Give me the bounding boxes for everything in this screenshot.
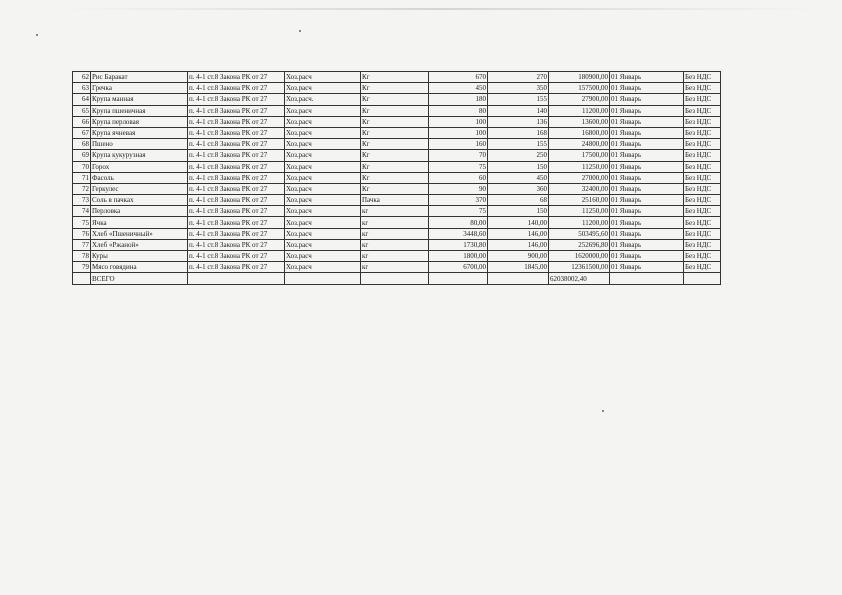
funding-type: Хоз.расч xyxy=(285,195,361,206)
table-row xyxy=(73,105,721,116)
amount: 25160,00 xyxy=(549,195,610,206)
row-number: 68 xyxy=(73,139,91,150)
item-name: Горох xyxy=(91,161,188,172)
amount: 17500,00 xyxy=(549,150,610,161)
row-number: 65 xyxy=(73,105,91,116)
vat-status: Без НДС xyxy=(684,239,721,250)
legal-basis: п. 4-1 ст.8 Закона РК от 27 xyxy=(188,172,285,183)
quantity: 90 xyxy=(429,183,488,194)
unit: Кг xyxy=(361,94,429,105)
unit-price: 68 xyxy=(488,195,549,206)
vat-status: Без НДС xyxy=(684,195,721,206)
amount: 252696,80 xyxy=(549,239,610,250)
total-cell-blank xyxy=(285,273,361,285)
month: 01 Январь xyxy=(610,172,684,183)
legal-basis: п. 4-1 ст.8 Закона РК от 27 xyxy=(188,239,285,250)
total-cell-blank xyxy=(488,273,549,285)
month: 01 Январь xyxy=(610,206,684,217)
table-row xyxy=(73,83,721,94)
item-name: Крупа манная xyxy=(91,94,188,105)
funding-type: Хоз.расч xyxy=(285,139,361,150)
quantity: 60 xyxy=(429,172,488,183)
funding-type: Хоз.расч xyxy=(285,228,361,239)
quantity: 160 xyxy=(429,139,488,150)
legal-basis: п. 4-1 ст.8 Закона РК от 27 xyxy=(188,262,285,273)
legal-basis: п. 4-1 ст.8 Закона РК от 27 xyxy=(188,83,285,94)
row-number: 67 xyxy=(73,127,91,138)
total-cell-blank xyxy=(188,273,285,285)
amount: 27000,00 xyxy=(549,172,610,183)
quantity: 75 xyxy=(429,161,488,172)
vat-status: Без НДС xyxy=(684,83,721,94)
month: 01 Январь xyxy=(610,195,684,206)
unit: кг xyxy=(361,228,429,239)
vat-status: Без НДС xyxy=(684,105,721,116)
table-row xyxy=(73,94,721,105)
legal-basis: п. 4-1 ст.8 Закона РК от 27 xyxy=(188,105,285,116)
vat-status: Без НДС xyxy=(684,94,721,105)
item-name: Перловка xyxy=(91,206,188,217)
scan-speck xyxy=(602,410,604,412)
total-cell-blank xyxy=(361,273,429,285)
legal-basis: п. 4-1 ст.8 Закона РК от 27 xyxy=(188,127,285,138)
row-number: 62 xyxy=(73,72,91,83)
row-number: 74 xyxy=(73,206,91,217)
scan-speck xyxy=(299,30,301,32)
amount: 11250,00 xyxy=(549,161,610,172)
vat-status: Без НДС xyxy=(684,251,721,262)
amount: 13600,00 xyxy=(549,116,610,127)
quantity: 100 xyxy=(429,127,488,138)
unit: Кг xyxy=(361,139,429,150)
unit-price: 146,00 xyxy=(488,228,549,239)
item-name: Геркулес xyxy=(91,183,188,194)
unit: Кг xyxy=(361,105,429,116)
row-number: 63 xyxy=(73,83,91,94)
unit-price: 450 xyxy=(488,172,549,183)
funding-type: Хоз.расч xyxy=(285,150,361,161)
table-row xyxy=(73,127,721,138)
quantity: 75 xyxy=(429,206,488,217)
total-row xyxy=(73,273,721,285)
table-row xyxy=(73,195,721,206)
unit-price: 140,00 xyxy=(488,217,549,228)
total-cell-blank xyxy=(429,273,488,285)
item-name: Крупа пшеничная xyxy=(91,105,188,116)
unit: Пачка xyxy=(361,195,429,206)
quantity: 70 xyxy=(429,150,488,161)
month: 01 Январь xyxy=(610,116,684,127)
legal-basis: п. 4-1 ст.8 Закона РК от 27 xyxy=(188,161,285,172)
procurement-table xyxy=(72,71,721,285)
unit-price: 155 xyxy=(488,94,549,105)
funding-type: Хоз.расч xyxy=(285,116,361,127)
quantity: 80 xyxy=(429,105,488,116)
legal-basis: п. 4-1 ст.8 Закона РК от 27 xyxy=(188,94,285,105)
amount: 16800,00 xyxy=(549,127,610,138)
table-row xyxy=(73,183,721,194)
quantity: 450 xyxy=(429,83,488,94)
total-cell-blank xyxy=(73,273,91,285)
row-number: 70 xyxy=(73,161,91,172)
table-row xyxy=(73,206,721,217)
unit-price: 136 xyxy=(488,116,549,127)
vat-status: Без НДС xyxy=(684,206,721,217)
unit: кг xyxy=(361,251,429,262)
row-number: 72 xyxy=(73,183,91,194)
table-row xyxy=(73,239,721,250)
row-number: 75 xyxy=(73,217,91,228)
unit: Кг xyxy=(361,72,429,83)
amount: 12361500,00 xyxy=(549,262,610,273)
scan-shadow xyxy=(60,8,820,10)
vat-status: Без НДС xyxy=(684,116,721,127)
unit-price: 146,00 xyxy=(488,239,549,250)
funding-type: Хоз.расч xyxy=(285,72,361,83)
amount: 27900,00 xyxy=(549,94,610,105)
month: 01 Январь xyxy=(610,228,684,239)
unit-price: 168 xyxy=(488,127,549,138)
legal-basis: п. 4-1 ст.8 Закона РК от 27 xyxy=(188,139,285,150)
amount: 157500,00 xyxy=(549,83,610,94)
item-name: Крупа перловая xyxy=(91,116,188,127)
funding-type: Хоз.расч xyxy=(285,239,361,250)
funding-type: Хоз.расч xyxy=(285,251,361,262)
table-row xyxy=(73,72,721,83)
quantity: 670 xyxy=(429,72,488,83)
unit: кг xyxy=(361,239,429,250)
month: 01 Январь xyxy=(610,105,684,116)
row-number: 73 xyxy=(73,195,91,206)
item-name: Соль в пачках xyxy=(91,195,188,206)
legal-basis: п. 4-1 ст.8 Закона РК от 27 xyxy=(188,217,285,228)
item-name: Крупа кукурузная xyxy=(91,150,188,161)
funding-type: Хоз.расч xyxy=(285,172,361,183)
scan-speck xyxy=(36,34,38,36)
legal-basis: п. 4-1 ст.8 Закона РК от 27 xyxy=(188,251,285,262)
total-sum: 62038002,40 xyxy=(549,273,610,285)
table-row xyxy=(73,150,721,161)
total-cell-blank xyxy=(684,273,721,285)
vat-status: Без НДС xyxy=(684,161,721,172)
funding-type: Хоз.расч xyxy=(285,262,361,273)
unit-price: 150 xyxy=(488,206,549,217)
unit-price: 900,00 xyxy=(488,251,549,262)
month: 01 Январь xyxy=(610,94,684,105)
row-number: 69 xyxy=(73,150,91,161)
table-row xyxy=(73,217,721,228)
amount: 11250,00 xyxy=(549,206,610,217)
month: 01 Январь xyxy=(610,161,684,172)
item-name: Хлеб «Пшеничный» xyxy=(91,228,188,239)
legal-basis: п. 4-1 ст.8 Закона РК от 27 xyxy=(188,195,285,206)
table-row xyxy=(73,172,721,183)
vat-status: Без НДС xyxy=(684,127,721,138)
month: 01 Январь xyxy=(610,139,684,150)
unit: Кг xyxy=(361,83,429,94)
funding-type: Хоз.расч xyxy=(285,183,361,194)
row-number: 64 xyxy=(73,94,91,105)
item-name: Мясо говядина xyxy=(91,262,188,273)
amount: 11200,00 xyxy=(549,105,610,116)
vat-status: Без НДС xyxy=(684,150,721,161)
vat-status: Без НДС xyxy=(684,262,721,273)
unit: Кг xyxy=(361,127,429,138)
legal-basis: п. 4-1 ст.8 Закона РК от 27 xyxy=(188,228,285,239)
vat-status: Без НДС xyxy=(684,228,721,239)
unit-price: 150 xyxy=(488,161,549,172)
table-row xyxy=(73,228,721,239)
unit: кг xyxy=(361,206,429,217)
quantity: 1730,80 xyxy=(429,239,488,250)
item-name: Фасоль xyxy=(91,172,188,183)
item-name: Пшено xyxy=(91,139,188,150)
month: 01 Январь xyxy=(610,239,684,250)
unit: Кг xyxy=(361,161,429,172)
row-number: 79 xyxy=(73,262,91,273)
vat-status: Без НДС xyxy=(684,172,721,183)
month: 01 Январь xyxy=(610,217,684,228)
month: 01 Январь xyxy=(610,150,684,161)
total-cell-blank xyxy=(610,273,684,285)
amount: 11200,00 xyxy=(549,217,610,228)
unit: кг xyxy=(361,217,429,228)
unit: Кг xyxy=(361,150,429,161)
item-name: Куры xyxy=(91,251,188,262)
unit-price: 1845,00 xyxy=(488,262,549,273)
amount: 503495,60 xyxy=(549,228,610,239)
quantity: 6700,00 xyxy=(429,262,488,273)
item-name: Гречка xyxy=(91,83,188,94)
unit-price: 270 xyxy=(488,72,549,83)
quantity: 180 xyxy=(429,94,488,105)
legal-basis: п. 4-1 ст.8 Закона РК от 27 xyxy=(188,72,285,83)
item-name: Ячка xyxy=(91,217,188,228)
funding-type: Хоз.расч xyxy=(285,105,361,116)
item-name: Рис Баракат xyxy=(91,72,188,83)
unit-price: 140 xyxy=(488,105,549,116)
unit-price: 155 xyxy=(488,139,549,150)
unit-price: 250 xyxy=(488,150,549,161)
quantity: 3448,60 xyxy=(429,228,488,239)
item-name: Хлеб «Ржаной» xyxy=(91,239,188,250)
month: 01 Январь xyxy=(610,251,684,262)
unit: Кг xyxy=(361,183,429,194)
row-number: 78 xyxy=(73,251,91,262)
row-number: 71 xyxy=(73,172,91,183)
month: 01 Январь xyxy=(610,83,684,94)
table-row xyxy=(73,161,721,172)
vat-status: Без НДС xyxy=(684,139,721,150)
quantity: 80,00 xyxy=(429,217,488,228)
quantity: 1800,00 xyxy=(429,251,488,262)
row-number: 76 xyxy=(73,228,91,239)
unit-price: 350 xyxy=(488,83,549,94)
amount: 24800,00 xyxy=(549,139,610,150)
unit: Кг xyxy=(361,116,429,127)
item-name: Крупа ячневая xyxy=(91,127,188,138)
row-number: 77 xyxy=(73,239,91,250)
vat-status: Без НДС xyxy=(684,72,721,83)
vat-status: Без НДС xyxy=(684,217,721,228)
legal-basis: п. 4-1 ст.8 Закона РК от 27 xyxy=(188,150,285,161)
funding-type: Хоз.расч. xyxy=(285,94,361,105)
legal-basis: п. 4-1 ст.8 Закона РК от 27 xyxy=(188,183,285,194)
vat-status: Без НДС xyxy=(684,183,721,194)
month: 01 Январь xyxy=(610,262,684,273)
quantity: 370 xyxy=(429,195,488,206)
unit-price: 360 xyxy=(488,183,549,194)
table-row xyxy=(73,116,721,127)
funding-type: Хоз.расч xyxy=(285,83,361,94)
legal-basis: п. 4-1 ст.8 Закона РК от 27 xyxy=(188,116,285,127)
table-row xyxy=(73,251,721,262)
unit: кг xyxy=(361,262,429,273)
amount: 32400,00 xyxy=(549,183,610,194)
total-label: ВСЕГО xyxy=(91,273,188,285)
row-number: 66 xyxy=(73,116,91,127)
amount: 1620000,00 xyxy=(549,251,610,262)
funding-type: Хоз.расч xyxy=(285,127,361,138)
month: 01 Январь xyxy=(610,72,684,83)
amount: 180900,00 xyxy=(549,72,610,83)
legal-basis: п. 4-1 ст.8 Закона РК от 27 xyxy=(188,206,285,217)
month: 01 Январь xyxy=(610,127,684,138)
funding-type: Хоз.расч xyxy=(285,161,361,172)
month: 01 Январь xyxy=(610,183,684,194)
table-row xyxy=(73,262,721,273)
funding-type: Хоз.расч xyxy=(285,206,361,217)
table-row xyxy=(73,139,721,150)
quantity: 100 xyxy=(429,116,488,127)
unit: Кг xyxy=(361,172,429,183)
funding-type: Хоз.расч xyxy=(285,217,361,228)
